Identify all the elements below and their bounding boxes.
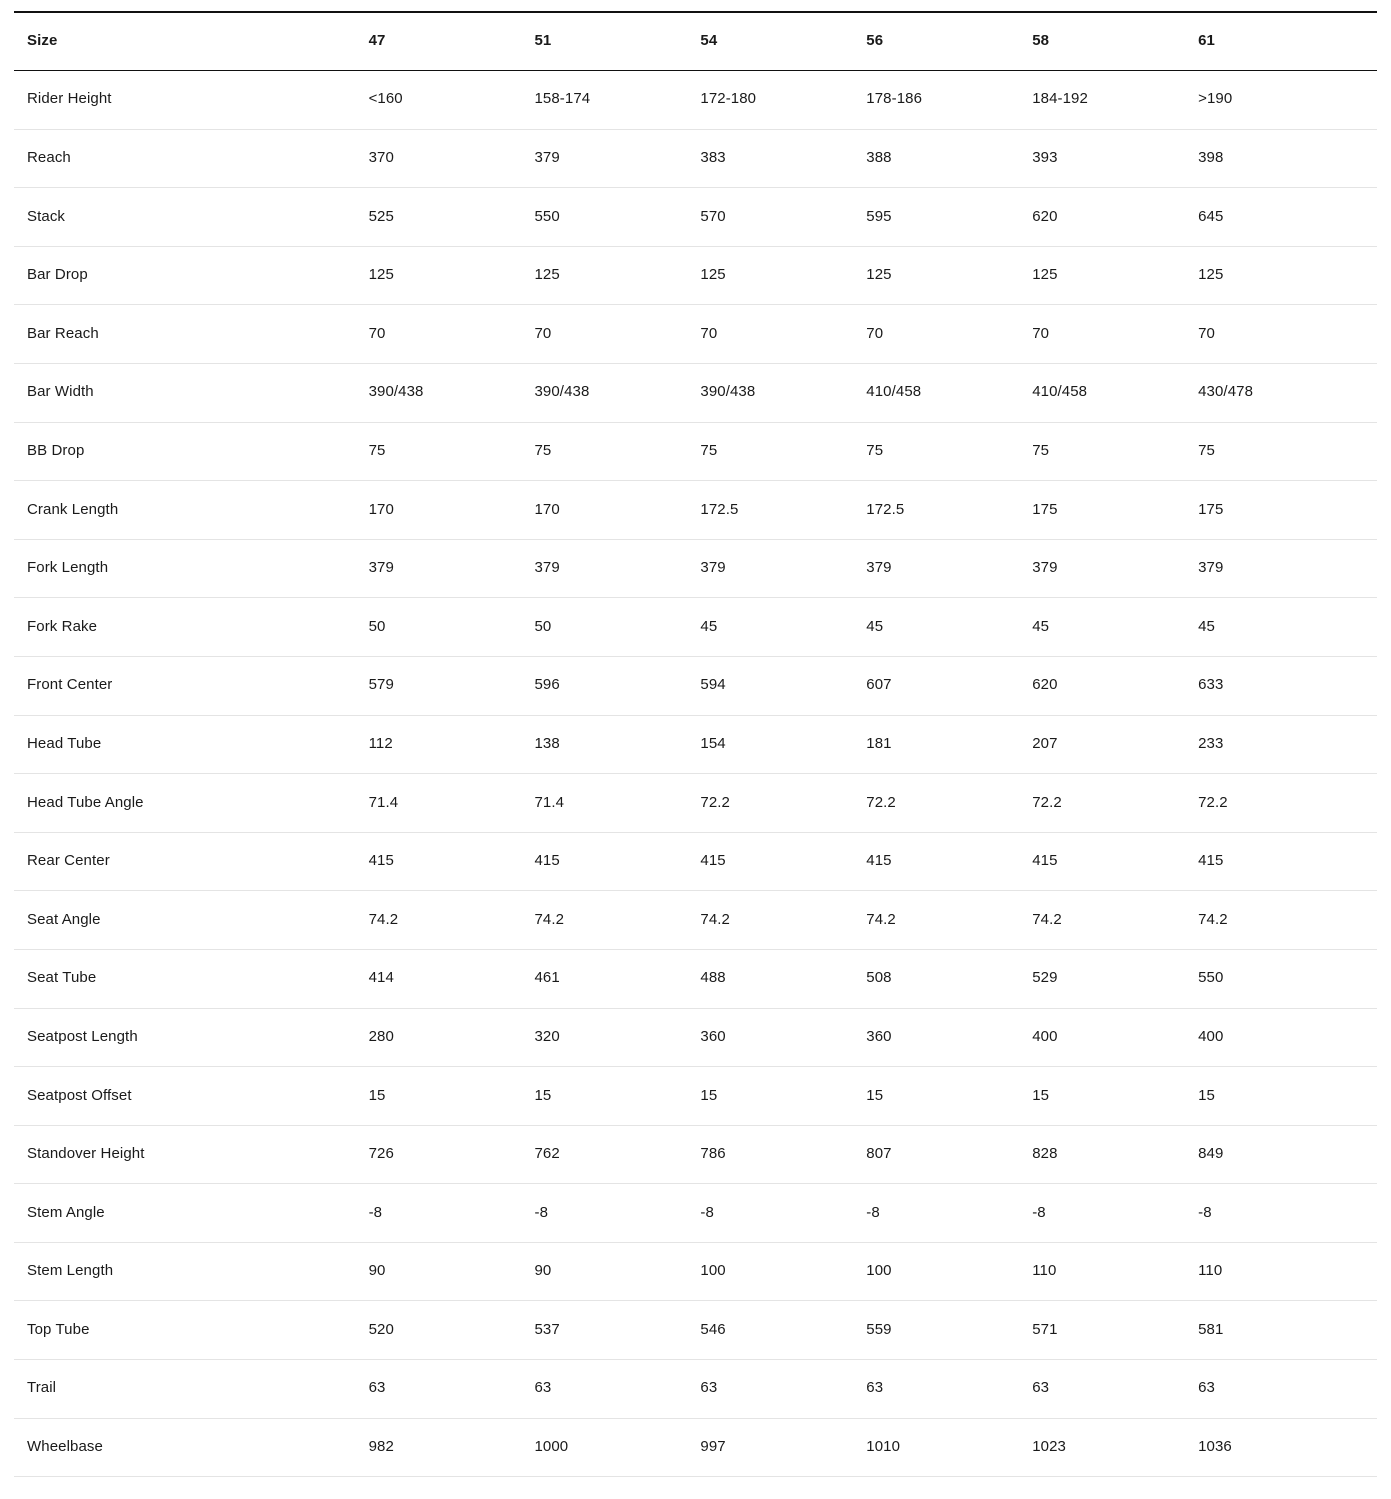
row-value: -8 [1198,1203,1212,1221]
row-value: 170 [534,500,560,518]
row-value: 982 [368,1438,394,1456]
row-value: 172.5 [866,500,905,518]
row-value: 15 [1032,1086,1050,1104]
table-row [14,1067,1377,1126]
row-value: 461 [534,969,560,987]
row-label: Rear Center [27,852,110,870]
row-value: -8 [1032,1203,1046,1221]
row-value: 125 [700,266,726,284]
row-value: 63 [866,1379,884,1397]
row-value: 75 [866,441,884,459]
row-value: 414 [368,969,394,987]
row-value: >190 [1198,90,1233,108]
row-value: 110 [1032,1262,1057,1280]
row-label: Head Tube Angle [27,793,144,811]
row-value: 607 [866,676,892,694]
row-label: Fork Length [27,559,109,577]
row-value: 379 [534,559,560,577]
row-label: Seat Tube [27,969,97,987]
row-value: 280 [368,1027,394,1045]
row-value: 997 [700,1438,726,1456]
row-value: 125 [1032,266,1058,284]
header-size-column: 61 [1198,32,1215,50]
row-value: 15 [700,1086,718,1104]
row-label: Bar Drop [27,266,88,284]
row-value: 415 [866,852,892,870]
row-value: 90 [534,1262,552,1280]
row-value: 100 [700,1262,726,1280]
row-value: 390/438 [368,383,424,401]
row-value: 550 [534,207,560,225]
row-value: 154 [700,734,726,752]
row-value: 50 [368,617,386,635]
row-value: 63 [700,1379,718,1397]
row-value: 175 [1032,500,1058,518]
row-value: 1010 [866,1438,901,1456]
row-value: 525 [368,207,394,225]
row-label: BB Drop [27,441,85,459]
row-value: 45 [1032,617,1050,635]
row-value: 508 [866,969,892,987]
table-row [14,481,1377,540]
row-value: 175 [1198,500,1224,518]
row-value: 379 [1198,559,1224,577]
table-row [14,891,1377,950]
table-row [14,1184,1377,1243]
row-value: 579 [368,676,394,694]
row-value: 786 [700,1145,726,1163]
row-value: 1036 [1198,1438,1232,1456]
table-row [14,1419,1377,1478]
table-row [14,364,1377,423]
row-value: 379 [700,559,726,577]
row-value: 379 [534,149,560,167]
table-row [14,1301,1377,1360]
row-value: 415 [368,852,394,870]
row-label: Stem Angle [27,1203,105,1221]
table-row [14,1009,1377,1068]
row-label: Bar Reach [27,324,99,342]
row-value: 100 [866,1262,892,1280]
row-value: 383 [700,149,726,167]
row-value: 110 [1198,1262,1223,1280]
row-label: Trail [27,1379,57,1397]
row-value: 71.4 [368,793,399,811]
row-value: 70 [866,324,884,342]
row-value: 360 [866,1027,892,1045]
row-value: 63 [534,1379,552,1397]
row-value: 75 [1198,441,1215,459]
row-value: 633 [1198,676,1224,694]
row-value: 620 [1032,676,1058,694]
row-label: Bar Width [27,383,94,401]
row-value: 70 [1198,324,1215,342]
row-value: 178-186 [866,90,923,108]
row-value: 390/438 [700,383,756,401]
row-label: Reach [27,149,71,167]
row-value: 15 [1198,1086,1215,1104]
row-label: Seat Angle [27,910,101,928]
row-value: 726 [368,1145,394,1163]
row-value: 828 [1032,1145,1058,1163]
table-row [14,130,1377,189]
row-value: 645 [1198,207,1224,225]
row-value: 1000 [534,1438,569,1456]
table-row [14,247,1377,306]
row-value: 63 [1198,1379,1215,1397]
row-value: 74.2 [534,910,565,928]
row-value: 74.2 [368,910,399,928]
row-value: 360 [700,1027,726,1045]
row-value: 71.4 [534,793,565,811]
row-value: 390/438 [534,383,590,401]
row-value: <160 [368,90,403,108]
row-value: 550 [1198,969,1224,987]
row-value: 45 [700,617,718,635]
row-value: 90 [368,1262,386,1280]
row-value: 410/458 [866,383,922,401]
row-value: 75 [368,441,386,459]
row-label: Top Tube [27,1320,90,1338]
table-row [14,423,1377,482]
row-value: 70 [1032,324,1050,342]
header-size-column: 47 [368,32,386,50]
table-row [14,188,1377,247]
table-row [14,540,1377,599]
row-value: 320 [534,1027,560,1045]
row-value: 74.2 [1198,910,1228,928]
header-size-label: Size [27,32,58,50]
row-value: 1023 [1032,1438,1066,1456]
row-label: Standover Height [27,1145,145,1163]
row-value: 207 [1032,734,1058,752]
row-value: 158-174 [534,90,591,108]
row-value: 400 [1032,1027,1058,1045]
row-label: Fork Rake [27,617,98,635]
table-row [14,716,1377,775]
row-value: 50 [534,617,552,635]
row-value: 546 [700,1320,726,1338]
table-row [14,1360,1377,1419]
row-label: Front Center [27,676,113,694]
table-row [14,1126,1377,1185]
row-value: 172-180 [700,90,757,108]
table-row [14,598,1377,657]
row-value: 172.5 [700,500,739,518]
row-value: 75 [1032,441,1050,459]
row-value: 15 [368,1086,386,1104]
row-value: 410/458 [1032,383,1088,401]
table-row [14,657,1377,716]
row-value: 415 [1032,852,1058,870]
row-value: 170 [368,500,394,518]
header-size-column: 56 [866,32,884,50]
row-value: 596 [534,676,560,694]
row-value: 112 [368,734,393,752]
row-value: 570 [700,207,726,225]
row-value: 594 [700,676,726,694]
row-value: -8 [368,1203,383,1221]
header-size-column: 54 [700,32,718,50]
row-value: 595 [866,207,892,225]
row-value: 620 [1032,207,1058,225]
row-value: -8 [866,1203,880,1221]
row-value: 45 [1198,617,1215,635]
table-row [14,833,1377,892]
row-value: 571 [1032,1320,1058,1338]
row-value: 520 [368,1320,394,1338]
row-value: 529 [1032,969,1058,987]
row-value: 393 [1032,149,1058,167]
row-value: 138 [534,734,560,752]
row-value: 72.2 [1032,793,1062,811]
row-label: Rider Height [27,90,112,108]
row-value: 125 [866,266,892,284]
row-value: 15 [534,1086,552,1104]
row-label: Seatpost Offset [27,1086,132,1104]
table-row [14,950,1377,1009]
row-value: -8 [700,1203,714,1221]
row-value: 63 [368,1379,386,1397]
row-value: 398 [1198,149,1224,167]
row-value: 74.2 [1032,910,1062,928]
row-value: 181 [866,734,892,752]
row-value: 74.2 [700,910,730,928]
row-value: 75 [534,441,552,459]
row-value: 370 [368,149,394,167]
table-header-row [14,13,1377,71]
row-value: 430/478 [1198,383,1254,401]
row-value: 74.2 [866,910,896,928]
row-value: 581 [1198,1320,1224,1338]
row-value: -8 [534,1203,549,1221]
row-value: 379 [866,559,892,577]
row-label: Seatpost Length [27,1027,138,1045]
row-value: 63 [1032,1379,1050,1397]
row-value: 125 [368,266,394,284]
row-value: 388 [866,149,892,167]
geometry-table [14,11,1377,1477]
row-value: 45 [866,617,884,635]
row-value: 72.2 [1198,793,1228,811]
row-value: 75 [700,441,718,459]
row-value: 15 [866,1086,884,1104]
row-value: 184-192 [1032,90,1088,108]
row-label: Stem Length [27,1262,114,1280]
row-value: 72.2 [700,793,730,811]
row-label: Head Tube [27,734,102,752]
row-label: Stack [27,207,66,225]
row-label: Wheelbase [27,1438,103,1456]
row-value: 415 [1198,852,1224,870]
row-value: 125 [1198,266,1224,284]
row-value: 559 [866,1320,892,1338]
table-row [14,305,1377,364]
row-value: 849 [1198,1145,1224,1163]
row-value: 125 [534,266,560,284]
row-value: 70 [534,324,552,342]
row-value: 72.2 [866,793,896,811]
row-value: 70 [368,324,386,342]
header-size-column: 58 [1032,32,1050,50]
row-value: 400 [1198,1027,1224,1045]
table-row [14,774,1377,833]
row-value: 537 [534,1320,560,1338]
row-value: 233 [1198,734,1224,752]
row-value: 379 [1032,559,1058,577]
row-value: 762 [534,1145,560,1163]
row-value: 488 [700,969,726,987]
table-row [14,1243,1377,1302]
table-row [14,71,1377,130]
row-value: 415 [534,852,560,870]
header-size-column: 51 [534,32,552,50]
row-value: 415 [700,852,726,870]
row-value: 807 [866,1145,892,1163]
row-value: 70 [700,324,718,342]
row-value: 379 [368,559,394,577]
row-label: Crank Length [27,500,119,518]
